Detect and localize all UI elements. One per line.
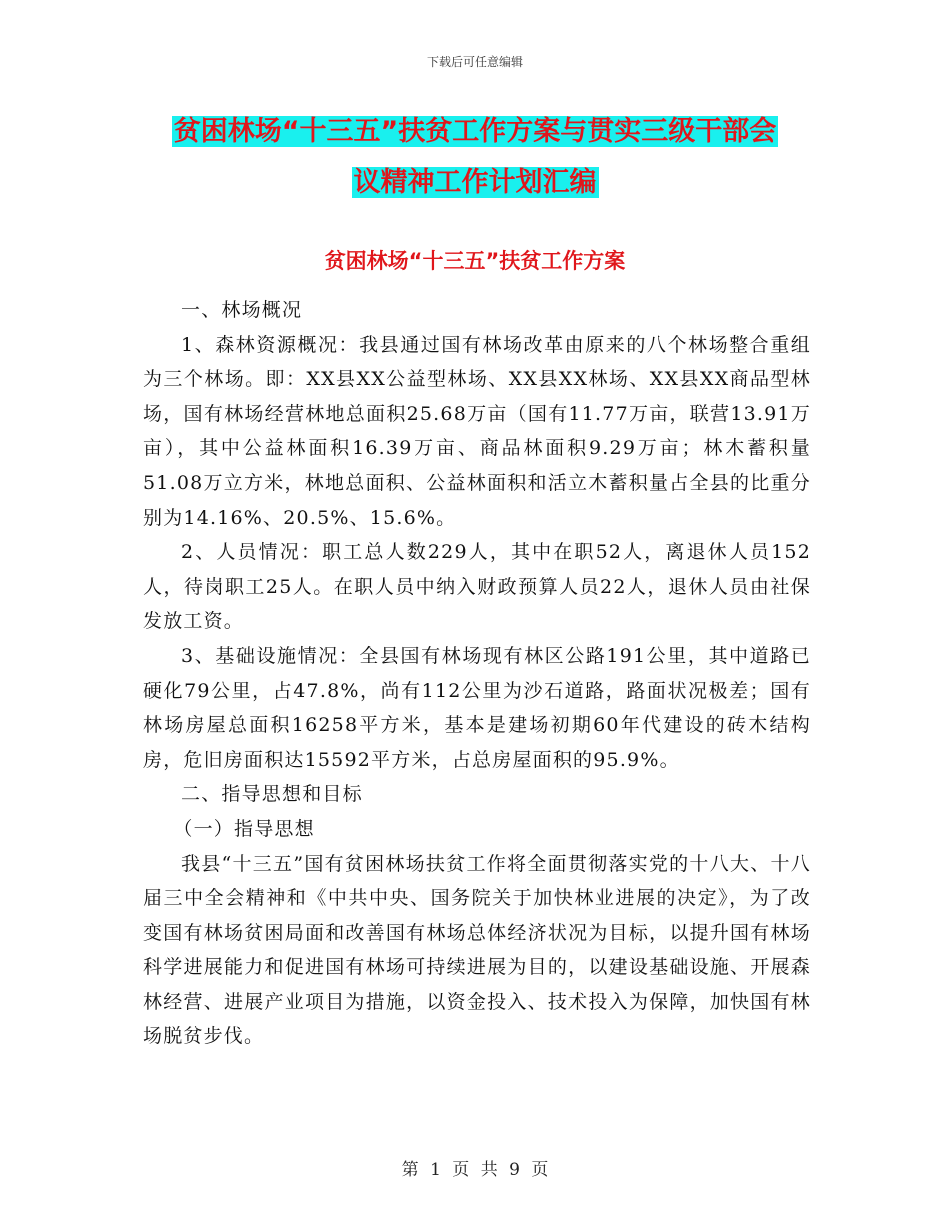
page-footer: 第 1 页 共 9 页: [401, 1160, 549, 1180]
paragraph-forest-resources: 1、森林资源概况：我县通过国有林场改革由原来的八个林场整合重组为三个林场。即：XX县XX公益型林场、XX县XX林场、XX县XX商品型林场，国有林场经营林地总面积25.68万亩（国有11.77万亩，联营13.91万亩），其中公益林面积16.39万亩、商品林面积9.29万亩；林木蓄积量51.08万立方米，林地总面积、公益林面积和活立木蓄积量占全县的比重分别为14.16%、20.5%、15.6%。: [143, 333, 811, 529]
paragraph-infrastructure: 3、基础设施情况：全县国有林场现有林区公路191公里，其中道路已硬化79公里，占47.8%，尚有112公里为沙石道路，路面状况极差；国有林场房屋总面积16258平方米，基本是建场初期60年代建设的砖木结构房，危旧房面积达15592平方米，占总房屋面积的95.9%。: [143, 644, 811, 771]
heading-guiding-ideology-and-goals: 二、指导思想和目标: [181, 783, 363, 806]
header-note: 下载后可任意编辑: [426, 55, 523, 69]
section-title: 贫困林场“十三五”扶贫工作方案: [324, 249, 626, 273]
paragraph-personnel: 2、人员情况：职工总人数229人，其中在职52人，离退休人员152人，待岗职工25人。在职人员中纳入财政预算人员22人，退休人员由社保发放工资。: [143, 541, 811, 633]
heading-forest-overview: 一、林场概况: [181, 299, 303, 321]
paragraph-guiding-ideology: 我县“十三五”国有贫困林场扶贫工作将全面贯彻落实党的十八大、十八届三中全会精神和《中共中央、国务院关于加快林业进展的决定》，为了改变国有林场贫困局面和改善国有林场总体经济状况为目标，以提升国有林场科学进展能力和促进国有林场可持续进展为目的，以建设基础设施、开展森林经营、进展产业项目为措施，以资金投入、技术投入为保障，加快国有林场脱贫步伐。: [143, 852, 811, 1048]
document-title-line-1: 贫困林场“十三五”扶贫工作方案与贯实三级干部会: [173, 116, 777, 147]
body-text: [143, 293, 811, 1054]
subheading-guiding-ideology: （一）指导思想: [173, 817, 315, 840]
document-title-line-2: 议精神工作计划汇编: [353, 167, 597, 198]
document-title: [0, 106, 950, 208]
